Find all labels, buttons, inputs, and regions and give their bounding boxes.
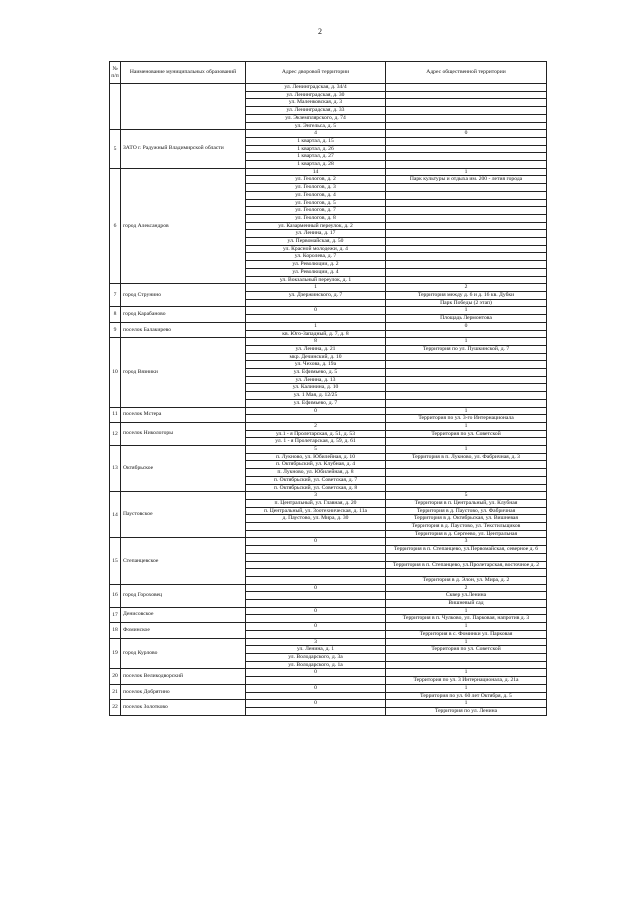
yard-address-cell: 0 [246,407,386,415]
public-address-cell: 1 [386,638,547,646]
yard-address-cell: 1 квартал, д. 26 [246,145,386,153]
municipality-name: город Гороховец [121,584,246,607]
public-address-cell: Парк Победы (2 этап) [386,299,547,307]
yard-address-cell: 1 квартал, д. 27 [246,153,386,161]
table-row [110,669,547,677]
yard-address-cell: ул. Революции, д. 4 [246,268,386,276]
yard-address-cell: 0 [246,684,386,692]
public-address-cell [386,191,547,199]
public-address-cell: Территория в д. Паустово, ул. Текстильщиков [386,523,547,531]
public-address-cell: Территория в д. Элон, ул. Мира, д. 2 [386,576,547,584]
public-address-cell: Сквер ул.Ленина [386,592,547,600]
table-row [110,638,547,646]
yard-address-cell: ул. Геологов, д. 2 [246,176,386,184]
row-number: 13 [110,446,121,492]
yard-address-cell: ул. Энгельса, д. 5 [246,122,386,130]
yard-address-cell: п. Лукново, ул. Юбилейная, д. 8 [246,469,386,477]
public-address-cell: Территория в п. Центральный, ул. Клубная [386,499,547,507]
public-address-cell: Территория по ул. 3-го Интернационала [386,415,547,423]
yard-address-cell: 0 [246,607,386,615]
table-row [110,307,547,315]
public-address-cell: 0 [386,322,547,330]
row-number: 20 [110,669,121,684]
yard-address-cell: мкр. Дечинский, д. 10 [246,353,386,361]
yard-address-cell: ул. Ленинградская, д. 33 [246,107,386,115]
public-address-cell [386,238,547,246]
yard-address-cell: 4 [246,130,386,138]
yard-address-cell: ул. Экземплярского, д. 74 [246,114,386,122]
public-address-cell [386,369,547,377]
table-row [110,607,547,615]
public-address-cell: Территория в п. Лукново, ул. Фабричная, д. 3 [386,453,547,461]
row-number: 12 [110,422,121,445]
yard-address-cell: ул. Ленина, д. 13 [246,376,386,384]
municipality-name: город Вязники [121,338,246,407]
public-address-cell [386,553,547,561]
yard-address-cell [246,561,386,569]
municipality-name: Денисовское [121,607,246,622]
public-address-cell [386,107,547,115]
public-address-cell: Территория в д. Сергеево, ул. Центральная [386,530,547,538]
row-number: 7 [110,284,121,307]
yard-address-cell: ул. Королева, д. 7 [246,253,386,261]
public-address-cell [386,114,547,122]
row-number: 15 [110,538,121,584]
yard-address-cell: ул. Казарменный переулок, д. 2 [246,222,386,230]
table-body [110,84,547,716]
yard-address-cell: 0 [246,669,386,677]
table-row [110,446,547,454]
public-address-cell [386,392,547,400]
municipality-name: поселок Добрятино [121,684,246,699]
public-address-cell: Территория по ул. 3 Интернационала, д. 21а [386,677,547,685]
row-number [110,84,121,130]
public-address-cell [386,214,547,222]
public-address-cell [386,199,547,207]
public-address-cell [386,161,547,169]
municipality-name: поселок Мстера [121,407,246,422]
yard-address-cell: ул. Ленина, д. 21 [246,345,386,353]
public-address-cell: Территория в п. Степанцево, ул.Первомайская, северное д. 6 [386,546,547,554]
yard-address-cell: ул. Геологов, д. 8 [246,214,386,222]
row-number: 21 [110,684,121,699]
municipality-name: поселок Никологоры [121,422,246,445]
yard-address-cell: 5 [246,446,386,454]
yard-address-cell: 1 квартал, д. 28 [246,161,386,169]
public-address-cell [386,384,547,392]
yard-address-cell: п. Центральный, ул. Главная, д. 20 [246,499,386,507]
public-address-cell [386,245,547,253]
yard-address-cell: 2 [246,422,386,430]
public-address-cell [386,253,547,261]
public-address-cell [386,261,547,269]
yard-address-cell: ул. Ленина, д. 1 [246,646,386,654]
yard-address-cell [246,523,386,531]
territories-table [109,61,547,716]
row-number: 19 [110,638,121,669]
public-address-cell: 1 [386,700,547,708]
row-number: 11 [110,407,121,422]
public-address-cell [386,399,547,407]
public-address-cell: 1 [386,338,547,346]
yard-address-cell [246,600,386,608]
yard-address-cell: 14 [246,168,386,176]
public-address-cell [386,99,547,107]
public-address-cell: 1 [386,607,547,615]
yard-address-cell: 1 [246,322,386,330]
header-municipality: Наименование муниципальных образований [121,62,246,84]
municipality-name: Октябрьское [121,446,246,492]
table-row [110,168,547,176]
municipality-name: поселок Балакирево [121,322,246,337]
yard-address-cell: п. Центральный, ул. Зоотехническая, д. 11а [246,507,386,515]
header-yard-address: Адрес дворовой территории [246,62,386,84]
table-row [110,284,547,292]
public-address-cell: 1 [386,168,547,176]
public-address-cell [386,207,547,215]
yard-address-cell: ул. Красной молодежи, д. 4 [246,245,386,253]
yard-address-cell: ул. Ефимьево, д. 5 [246,369,386,377]
yard-address-cell: 1 [246,284,386,292]
public-address-cell [386,137,547,145]
public-address-cell: Площадь Лермонтова [386,315,547,323]
yard-address-cell: ул. Революции, д. 2 [246,261,386,269]
public-address-cell [386,661,547,669]
table-header-row [110,62,547,84]
yard-address-cell [246,630,386,638]
table-row [110,538,547,546]
yard-address-cell: кв. Юго-Западный, д. 7, д. 8 [246,330,386,338]
row-number: 22 [110,700,121,715]
yard-address-cell [246,615,386,623]
yard-address-cell: п. Лукново, ул. Юбилейная, д. 10 [246,453,386,461]
municipality-name: ЗАТО г. Радужный Владимирской области [121,130,246,169]
yard-address-cell: п. Октябрьский, ул. Клубная, д. 4 [246,461,386,469]
yard-address-cell: 0 [246,538,386,546]
yard-address-cell [246,546,386,554]
table-row [110,700,547,708]
public-address-cell: 3 [386,538,547,546]
row-number: 8 [110,307,121,322]
public-address-cell [386,353,547,361]
public-address-cell: 1 [386,669,547,677]
yard-address-cell: ул.1 - я Пролетарская, д. 51, д. 53 [246,430,386,438]
public-address-cell [386,84,547,92]
public-address-cell: Территория по ул. 60 лет Октября, д. 5 [386,692,547,700]
yard-address-cell: 1 квартал, д. 15 [246,137,386,145]
public-address-cell [386,461,547,469]
yard-address-cell: 3 [246,492,386,500]
yard-address-cell: 0 [246,584,386,592]
yard-address-cell [246,569,386,577]
yard-address-cell [246,530,386,538]
table-row [110,684,547,692]
public-address-cell: 0 [386,130,547,138]
public-address-cell [386,484,547,492]
row-number: 14 [110,492,121,538]
yard-address-cell: ул. Чехова, д. 19а [246,361,386,369]
yard-address-cell: ул. Калинина, д. 10 [246,384,386,392]
yard-address-cell: ул. Дзержинского, д. 7 [246,291,386,299]
public-address-cell [386,469,547,477]
row-number: 17 [110,607,121,622]
yard-address-cell: ул. Маленковская, д. 3 [246,99,386,107]
yard-address-cell: ул. Ленина, д. 17 [246,230,386,238]
table-row [110,84,547,92]
header-public-address: Адрес общественной территории [386,62,547,84]
yard-address-cell: ул. Геологов, д. 3 [246,184,386,192]
table-row [110,422,547,430]
municipality-name: поселок Великодворский [121,669,246,684]
public-address-cell [386,438,547,446]
yard-address-cell: ул. Вокзальный переулок, д. 1 [246,276,386,284]
municipality-name: город Александров [121,168,246,284]
yard-address-cell: ул. Геологов, д. 7 [246,207,386,215]
table-row [110,623,547,631]
row-number: 18 [110,623,121,638]
row-number: 5 [110,130,121,169]
public-address-cell: Вишневый сад [386,600,547,608]
public-address-cell [386,476,547,484]
public-address-cell [386,276,547,284]
table-row [110,584,547,592]
yard-address-cell [246,576,386,584]
public-address-cell: 1 [386,407,547,415]
table-row [110,407,547,415]
public-address-cell [386,230,547,238]
yard-address-cell: ул. Ленинградская, д. 34/4 [246,84,386,92]
public-address-cell [386,145,547,153]
yard-address-cell [246,677,386,685]
yard-address-cell: 3 [246,638,386,646]
yard-address-cell: 0 [246,700,386,708]
public-address-cell: 1 [386,623,547,631]
public-address-cell: 1 [386,307,547,315]
yard-address-cell: 8 [246,338,386,346]
municipality-name: поселок Золотково [121,700,246,715]
municipality-name: Фоминское [121,623,246,638]
public-address-cell [386,184,547,192]
row-number: 10 [110,338,121,407]
public-address-cell [386,376,547,384]
public-address-cell [386,361,547,369]
public-address-cell: 5 [386,492,547,500]
table-row [110,492,547,500]
public-address-cell: Территория в д. Паустово, ул. Фабричная [386,507,547,515]
public-address-cell [386,654,547,662]
public-address-cell: Территория по ул. Ленина [386,707,547,715]
public-address-cell [386,330,547,338]
public-address-cell: 2 [386,284,547,292]
public-address-cell [386,569,547,577]
yard-address-cell [246,553,386,561]
municipality-name: город Курлово [121,638,246,669]
yard-address-cell: ул. Геологов, д. 5 [246,199,386,207]
public-address-cell: Территория по ул. Советской [386,430,547,438]
public-address-cell: Территория в с. Фоминки ул. Парковая [386,630,547,638]
public-address-cell [386,222,547,230]
yard-address-cell [246,592,386,600]
public-address-cell [386,91,547,99]
table-row [110,338,547,346]
yard-address-cell [246,707,386,715]
municipality-name: город Струнино [121,284,246,307]
yard-address-cell [246,315,386,323]
public-address-cell [386,268,547,276]
row-number: 6 [110,168,121,284]
municipality-name: город Карабаново [121,307,246,322]
yard-address-cell [246,692,386,700]
yard-address-cell: ул. 1 - я Пролетарская, д. 59, д. 61 [246,438,386,446]
yard-address-cell: ул. Геологов, д. 4 [246,191,386,199]
yard-address-cell: д. Паустово, ул. Мира, д. 30 [246,515,386,523]
public-address-cell: 1 [386,422,547,430]
yard-address-cell: 0 [246,623,386,631]
public-address-cell: Территория в п. Чулково, ул. Парковая, напротив д. 3 [386,615,547,623]
public-address-cell [386,153,547,161]
public-address-cell: 1 [386,684,547,692]
public-address-cell: Территория между д. 6 и д. 16 кв. Дубки [386,291,547,299]
row-number: 9 [110,322,121,337]
public-address-cell: Парк культуры и отдыха им. 200 - летия города [386,176,547,184]
page-number: 2 [318,27,322,36]
yard-address-cell: 0 [246,307,386,315]
yard-address-cell [246,299,386,307]
row-number: 16 [110,584,121,607]
municipality-name [121,84,246,130]
yard-address-cell: ул. Первомайская, д. 50 [246,238,386,246]
public-address-cell: Территория по ул. Пушкинской, д. 7 [386,345,547,353]
public-address-cell [386,122,547,130]
public-address-cell: Территория в д. Октябрьская, ул. Вишневая [386,515,547,523]
yard-address-cell: п. Октябрьский, ул. Советская, д. 7 [246,476,386,484]
yard-address-cell: ул. 1 Мая, д. 12/25 [246,392,386,400]
header-number: № п/п [110,62,121,84]
table-row [110,130,547,138]
municipality-name: Степанцевское [121,538,246,584]
table-row [110,322,547,330]
yard-address-cell: ул. Ефимьево, д. 7 [246,399,386,407]
public-address-cell: 2 [386,584,547,592]
yard-address-cell: ул. Ленинградская, д. 30 [246,91,386,99]
public-address-cell: Территория в п. Степанцево, ул.Пролетарская, восточное д. 2 [386,561,547,569]
municipality-name: Паустовское [121,492,246,538]
yard-address-cell: ул. Володарского, д. 1а [246,661,386,669]
yard-address-cell [246,415,386,423]
public-address-cell: Территория по ул. Советской [386,646,547,654]
public-address-cell: 1 [386,446,547,454]
yard-address-cell: ул. Володарского, д. 3а [246,654,386,662]
yard-address-cell: п. Октябрьский, ул. Советская, д. 8 [246,484,386,492]
